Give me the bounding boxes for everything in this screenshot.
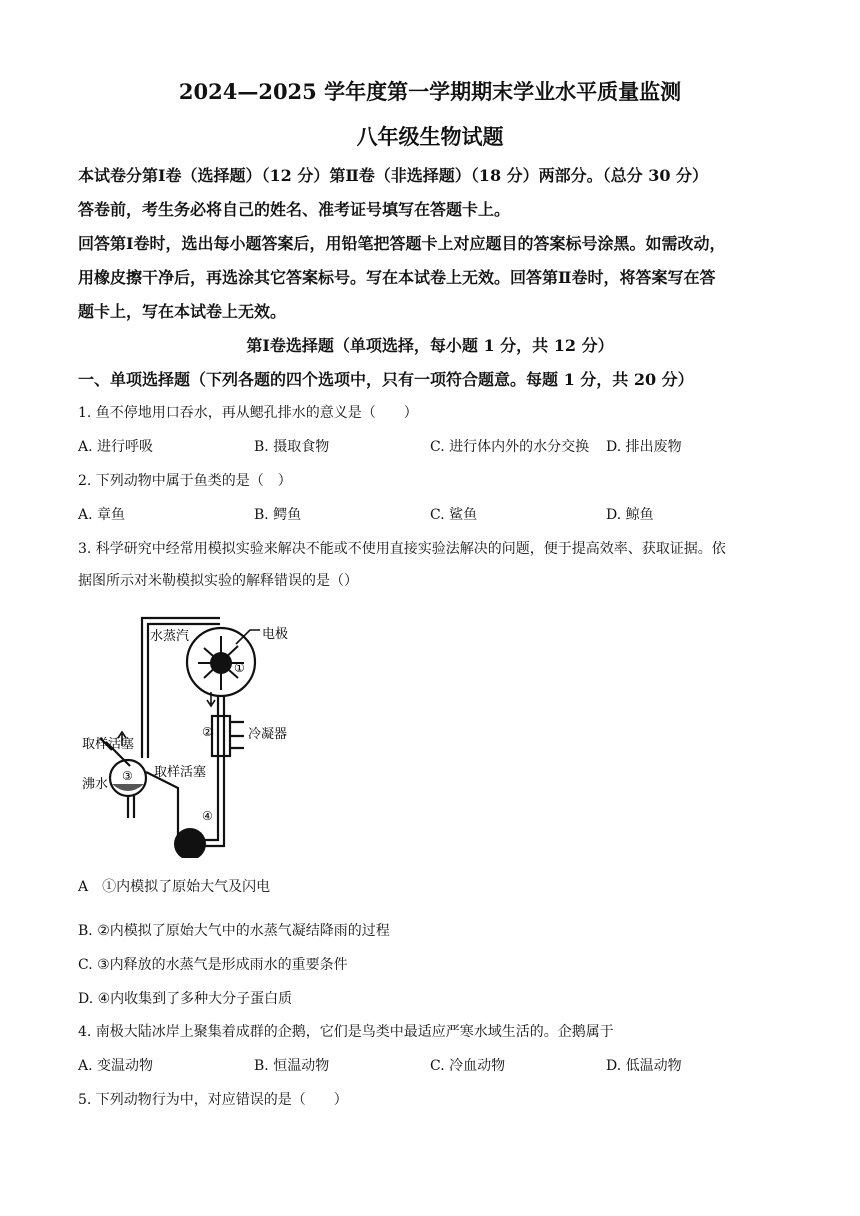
label-n1: ① [234, 661, 245, 675]
question-1-stem: 1. 鱼不停地用口吞水，再从鳃孔排水的意义是（ ） [78, 405, 418, 421]
question-2-stem: 2. 下列动物中属于鱼类的是（ ） [78, 473, 292, 489]
question-4-stem: 4. 南极大陆冰岸上聚集着成群的企鹅，它们是鸟类中最适应严寒水域生活的。企鹅属于 [78, 1024, 614, 1040]
q3-option-a: A ①内模拟了原始大气及闪电 [78, 879, 271, 895]
q2-option-c: C. 鲨鱼 [430, 507, 478, 523]
label-n3: ③ [122, 769, 133, 783]
label-condenser: 冷凝器 [248, 727, 288, 742]
label-steam: 水蒸汽 [150, 629, 190, 644]
exam-title: 2024—2025 学年度第一学期期末学业水平质量监测 [178, 79, 682, 104]
q3-option-b: B. ②内模拟了原始大气中的水蒸气凝结降雨的过程 [78, 923, 390, 939]
label-electrode: 电极 [262, 627, 289, 642]
q1-option-b: B. 摄取食物 [254, 439, 330, 455]
section1-title: 第Ⅰ卷选择题（单项选择，每小题 1 分，共 12 分） [246, 336, 614, 355]
label-n2: ② [202, 725, 213, 739]
q3-option-d: D. ④内收集到了多种大分子蛋白质 [78, 991, 293, 1007]
label-n4: ④ [202, 809, 213, 823]
instruction-line: 本试卷分第Ⅰ卷（选择题）（12 分）第Ⅱ卷（非选择题）（18 分）两部分。（总分 30 分） [78, 166, 709, 185]
part-title: 一、单项选择题（下列各题的四个选项中，只有一项符合题意。每题 1 分，共 20 分） [78, 370, 694, 389]
q2-option-a: A. 章鱼 [78, 507, 126, 523]
q4-option-b: B. 恒温动物 [254, 1058, 330, 1074]
exam-subtitle: 八年级生物试题 [356, 124, 504, 149]
q4-option-a: A. 变温动物 [78, 1058, 154, 1074]
q2-option-d: D. 鲸鱼 [606, 507, 654, 523]
q1-option-d: D. 排出废物 [606, 439, 682, 455]
q1-option-c: C. 进行体内外的水分交换 [430, 439, 590, 455]
question-3-stem-line: 3. 科学研究中经常用模拟实验来解决不能或不使用直接实验法解决的问题，便于提高效率、获取证据。依 [78, 541, 726, 557]
q2-option-b: B. 鳄鱼 [254, 507, 302, 523]
instruction-line: 回答第Ⅰ卷时，选出每小题答案后，用铅笔把答题卡上对应题目的答案标号涂黑。如需改动， [78, 234, 726, 253]
q4-option-d: D. 低温动物 [606, 1058, 682, 1074]
label-boiling-water: 沸水 [82, 777, 109, 792]
question-3-stem-line: 据图所示对米勒模拟实验的解释错误的是（） [78, 573, 358, 589]
q3-option-c: C. ③内释放的水蒸气是形成雨水的重要条件 [78, 957, 348, 973]
label-sampling-valve-right: 取样活塞 [154, 765, 207, 780]
miller-experiment-diagram [78, 608, 308, 858]
instruction-line: 题卡上，写在本试卷上无效。 [78, 302, 287, 321]
q4-option-c: C. 冷血动物 [430, 1058, 506, 1074]
instruction-line: 用橡皮擦干净后，再选涂其它答案标号。写在本试卷上无效。回答第Ⅱ卷时，将答案写在答 [78, 268, 716, 287]
question-5-stem: 5. 下列动物行为中，对应错误的是（ ） [78, 1092, 348, 1108]
instruction-line: 答卷前，考生务必将自己的姓名、准考证号填写在答题卡上。 [78, 200, 511, 219]
label-sampling-valve-left: 取样活塞 [82, 737, 135, 752]
q1-option-a: A. 进行呼吸 [78, 439, 154, 455]
